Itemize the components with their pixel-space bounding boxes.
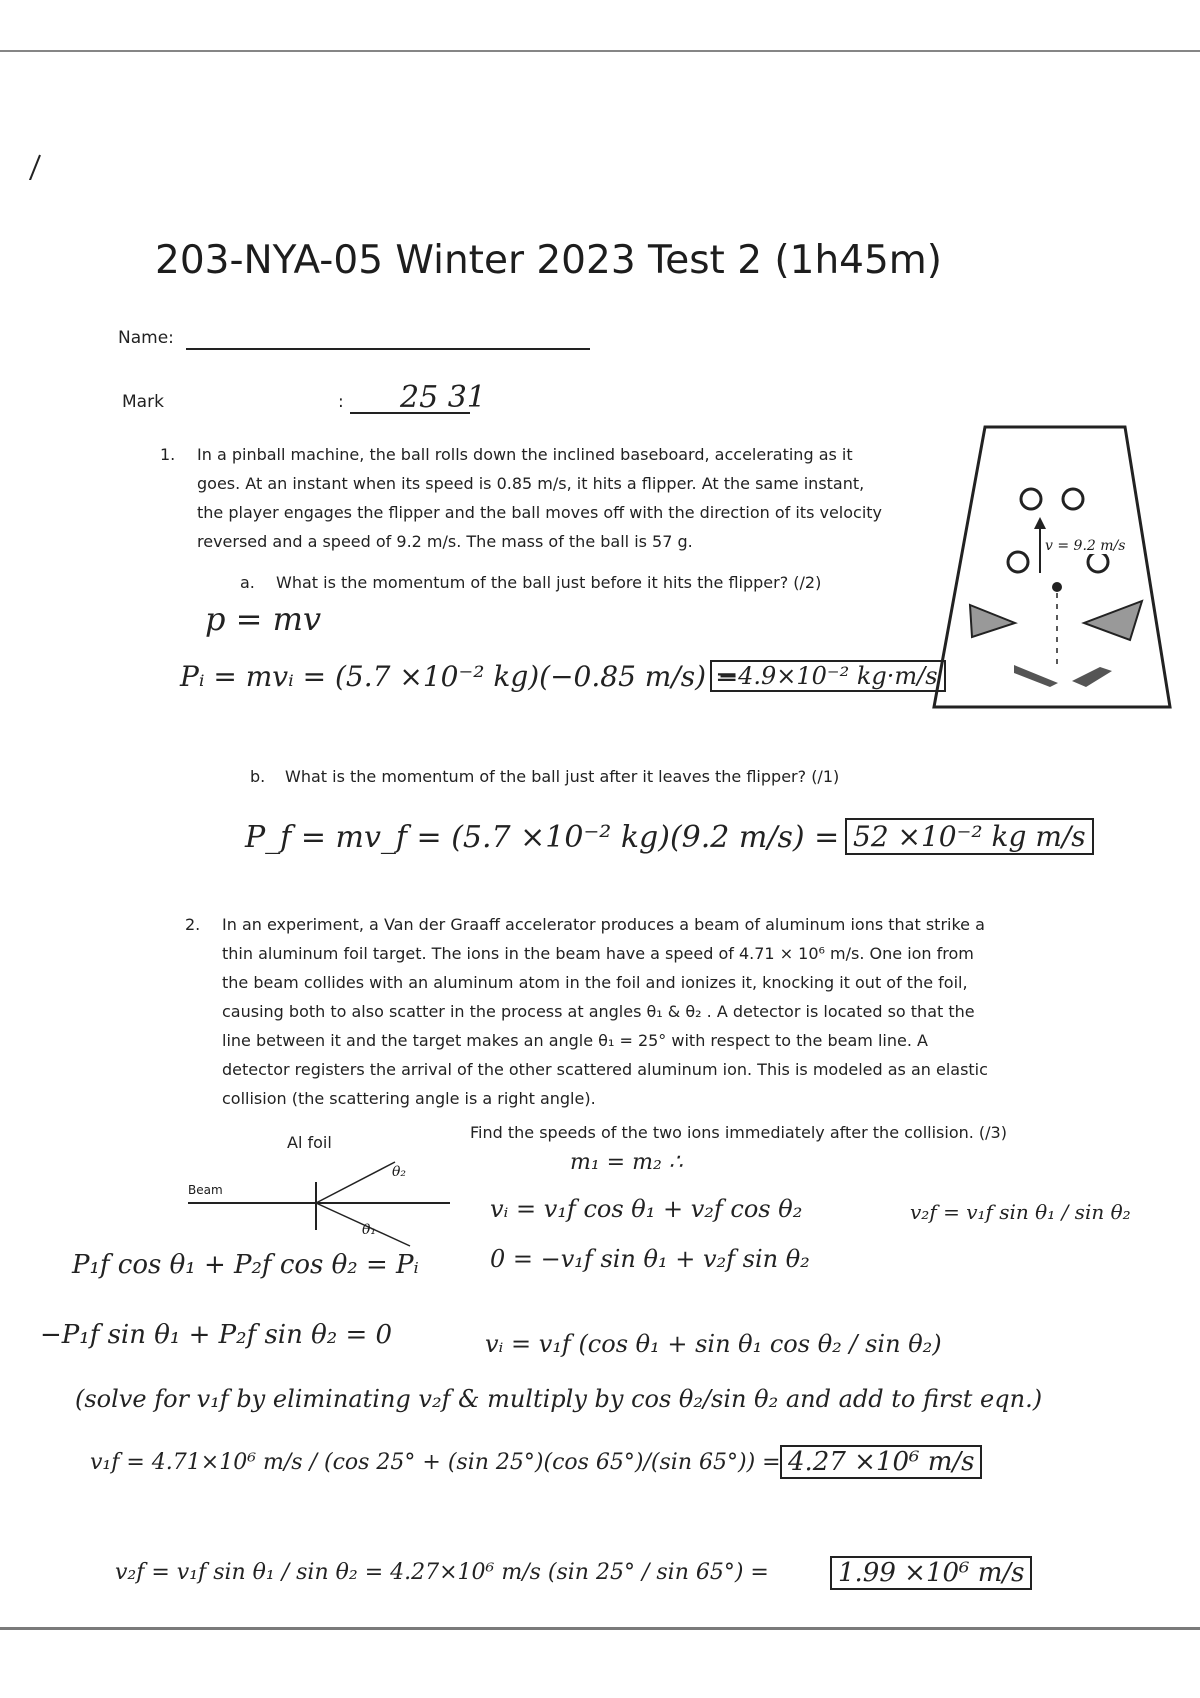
page-title: 203-NYA-05 Winter 2023 Test 2 (1h45m) — [155, 238, 943, 283]
q1b-work: P_f = mv_f = (5.7 ×10⁻² kg)(9.2 m/s) = — [245, 820, 840, 855]
q1-line-4: reversed and a speed of 9.2 m/s. The mass of the ball is 57 g. — [197, 532, 693, 551]
q2-line-1: In an experiment, a Van der Graaff accelerator produces a beam of aluminum ions that strike a — [222, 915, 985, 934]
q1a-answer: −4.9×10⁻² kg·m/s — [710, 660, 946, 692]
q2-answer-v1f: 4.27 ×10⁶ m/s — [780, 1445, 982, 1479]
q1-text — [197, 440, 882, 556]
q2-work-eq1: vᵢ = v₁f cos θ₁ + v₂f cos θ₂ — [490, 1195, 803, 1223]
pen-check-mark — [0, 70, 90, 180]
q1b-text: What is the momentum of the ball just after it leaves the flipper? (/1) — [285, 767, 840, 786]
scan-edge-bottom — [0, 1627, 1200, 1630]
q2-line-7: collision (the scattering angle is a right angle). — [222, 1089, 596, 1108]
theta1-label: θ₁ — [362, 1222, 377, 1238]
ball-icon — [1052, 582, 1062, 592]
flipper-icon — [1072, 667, 1112, 687]
bumper-icon — [1021, 489, 1041, 509]
q2-line-6: detector registers the arrival of the other scattered aluminum ion. This is modeled as an elastic — [222, 1060, 988, 1079]
pinball-figure — [930, 425, 1180, 715]
q2-work-v1f: v₁f = 4.71×10⁶ m/s / (cos 25° + (sin 25°)(cos 65°)/(sin 65°)) = — [90, 1450, 781, 1475]
name-line — [186, 348, 590, 350]
q1-line-3: the player engages the flipper and the ball moves off with the direction of its velocity — [197, 503, 883, 522]
bumper-icon — [1008, 552, 1028, 572]
slingshot-icon — [1084, 601, 1142, 640]
q2-answer-v2f: 1.99 ×10⁶ m/s — [830, 1556, 1032, 1590]
flipper-icon — [1014, 665, 1058, 687]
q2-number: 2. — [185, 915, 201, 934]
q2-line-3: the beam collides with an aluminum atom in the foil and ionizes it, knocking it out of the foil, — [222, 973, 968, 992]
q2-work-v2f: v₂f = v₁f sin θ₁ / sin θ₂ = 4.27×10⁶ m/s (sin 25° / sin 65°) = — [115, 1560, 769, 1585]
foil-label: Al foil — [287, 1133, 332, 1152]
q2-work-combined: vᵢ = v₁f (cos θ₁ + sin θ₁ cos θ₂ / sin θ₂) — [485, 1330, 942, 1358]
q1b-label: b. — [250, 767, 266, 786]
q2-text — [222, 910, 988, 1113]
q2-find-text: Find the speeds of the two ions immediately after the collision. (/3) — [470, 1123, 1007, 1142]
bumper-icon — [1063, 489, 1083, 509]
q1-line-2: goes. At an instant when its speed is 0.85 m/s, it hits a flipper. At the same instant, — [197, 474, 865, 493]
mark-colon: : — [338, 392, 344, 412]
mark-label: Mark — [122, 392, 164, 412]
theta2-label: θ₂ — [392, 1164, 407, 1180]
beam-label: Beam — [188, 1183, 223, 1197]
q2-work-masses: m₁ = m₂ ∴ — [570, 1150, 683, 1175]
slingshot-icon — [970, 605, 1015, 637]
q1a-text: What is the momentum of the ball just before it hits the flipper? (/2) — [276, 573, 822, 592]
q2-work-note: (solve for v₁f by eliminating v₂f & multiply by cos θ₂/sin θ₂ and add to first eqn.) — [75, 1385, 1043, 1413]
q1-line-1: In a pinball machine, the ball rolls down the inclined baseboard, accelerating as it — [197, 445, 853, 464]
scan-edge-top — [0, 50, 1200, 52]
name-label: Name: — [118, 328, 174, 348]
velocity-label: v = 9.2 m/s — [1045, 538, 1126, 554]
q1a-work-formula: p = mv — [205, 600, 322, 638]
q2-line-2: thin aluminum foil target. The ions in the beam have a speed of 4.71 × 10⁶ m/s. One ion from — [222, 944, 974, 963]
q2-work-p1: P₁f cos θ₁ + P₂f cos θ₂ = Pᵢ — [72, 1250, 419, 1280]
q2-line-5: line between it and the target makes an angle θ₁ = 25° with respect to the beam line. A — [222, 1031, 928, 1050]
q1-number: 1. — [160, 445, 176, 464]
q1a-label: a. — [240, 573, 255, 592]
mark-value: 25 31 — [400, 380, 486, 415]
collision-diagram — [180, 1150, 460, 1260]
q1a-work-substitution: Pᵢ = mvᵢ = (5.7 ×10⁻² kg)(−0.85 m/s) = — [180, 660, 739, 693]
q2-work-side: v₂f = v₁f sin θ₁ / sin θ₂ — [910, 1200, 1131, 1224]
q1b-answer: 52 ×10⁻² kg m/s — [845, 818, 1094, 855]
bumper-icon — [1088, 552, 1108, 572]
q2-work-p2: −P₁f sin θ₁ + P₂f sin θ₂ = 0 — [40, 1320, 393, 1350]
q2-line-4: causing both to also scatter in the process at angles θ₁ & θ₂ . A detector is located so that the — [222, 1002, 975, 1021]
q2-work-eq2: 0 = −v₁f sin θ₁ + v₂f sin θ₂ — [490, 1245, 810, 1273]
